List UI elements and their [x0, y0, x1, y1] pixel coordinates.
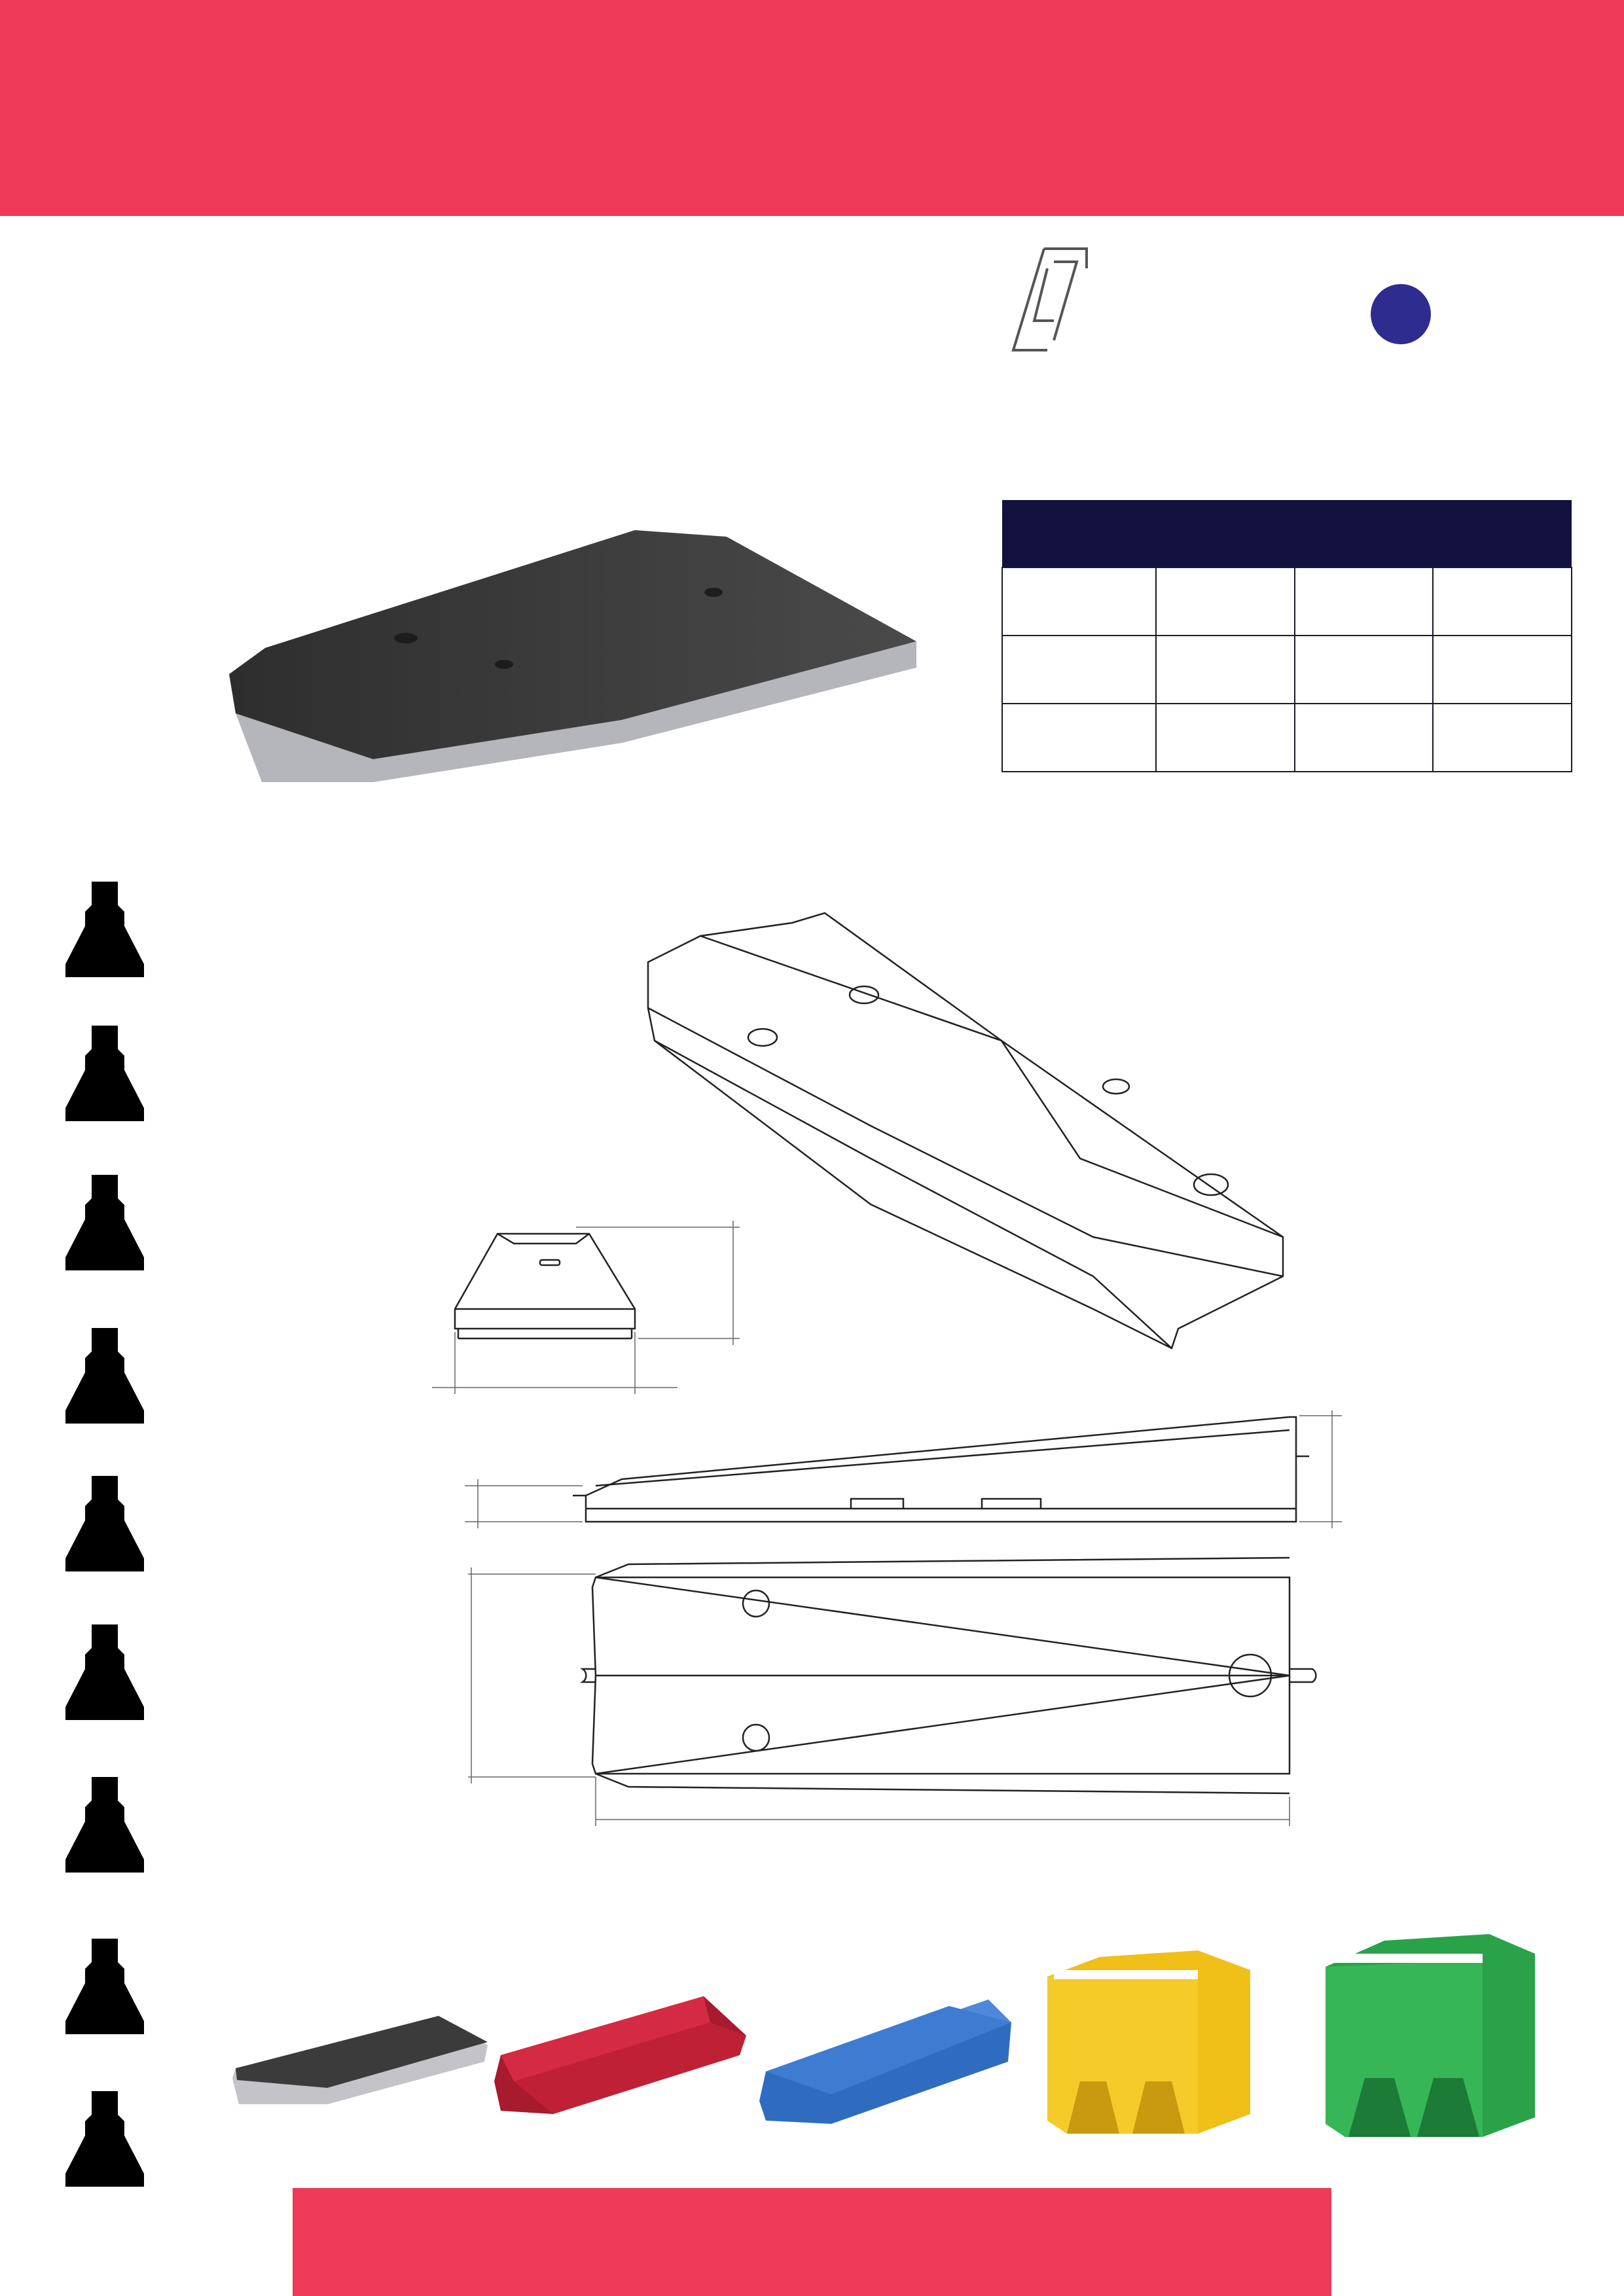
header-meter	[1156, 500, 1295, 567]
table-row	[1002, 704, 1572, 772]
row-label	[1002, 636, 1156, 704]
header-inch	[1433, 500, 1572, 567]
curb-silhouette-icon	[64, 1024, 145, 1122]
ral-swatch	[39, 1024, 170, 1128]
table-header-row	[1002, 500, 1572, 567]
front-view-drawing	[412, 1191, 753, 1414]
curb-silhouette-icon	[64, 1937, 145, 2036]
cell-inch	[1433, 704, 1572, 772]
ral-swatch	[39, 1776, 170, 1879]
cell-foot	[1295, 567, 1434, 636]
cell-inch	[1433, 567, 1572, 636]
cell-meter	[1156, 636, 1295, 704]
product-image-n4	[1041, 1931, 1257, 2140]
brand-logos	[1008, 242, 1519, 360]
technical-data-table	[1001, 500, 1572, 772]
ral-swatch	[39, 1174, 170, 1277]
ral-swatch	[39, 1475, 170, 1578]
cell-inch	[1433, 636, 1572, 704]
curb-silhouette-icon	[64, 2090, 145, 2188]
cell-meter	[1156, 567, 1295, 636]
ral-swatch	[39, 1327, 170, 1430]
product-image-n1	[229, 1996, 491, 2114]
curb-silhouette-icon	[64, 1327, 145, 1425]
ral-swatch	[39, 2090, 170, 2193]
curb-silhouette-icon	[64, 1623, 145, 1721]
ral-swatch	[39, 1937, 170, 2041]
side-view-drawing	[425, 1404, 1375, 1535]
cell-meter	[1156, 704, 1295, 772]
product-image-n2	[488, 1983, 749, 2121]
product-image-n3	[753, 1964, 1015, 2127]
cell-foot	[1295, 704, 1434, 772]
header-foot	[1295, 500, 1434, 567]
curb-silhouette-icon	[64, 1174, 145, 1272]
row-label	[1002, 704, 1156, 772]
row-label	[1002, 567, 1156, 636]
curb-silhouette-icon	[64, 1475, 145, 1573]
ral-swatch	[39, 880, 170, 984]
curb-render-image	[229, 517, 936, 792]
table-row	[1002, 567, 1572, 636]
header-banner	[0, 0, 1624, 216]
top-view-drawing	[406, 1554, 1342, 1836]
sofibox-logo	[1008, 242, 1283, 357]
curb-silhouette-icon	[64, 1776, 145, 1874]
fiedor-bis-logo	[1303, 255, 1499, 347]
table-row	[1002, 636, 1572, 704]
product-image-n5	[1319, 1921, 1542, 2144]
ral-swatch	[39, 1623, 170, 1727]
footer-banner	[293, 2188, 1331, 2296]
cell-foot	[1295, 636, 1434, 704]
curb-silhouette-icon	[64, 880, 145, 978]
header-parametr	[1002, 500, 1156, 567]
